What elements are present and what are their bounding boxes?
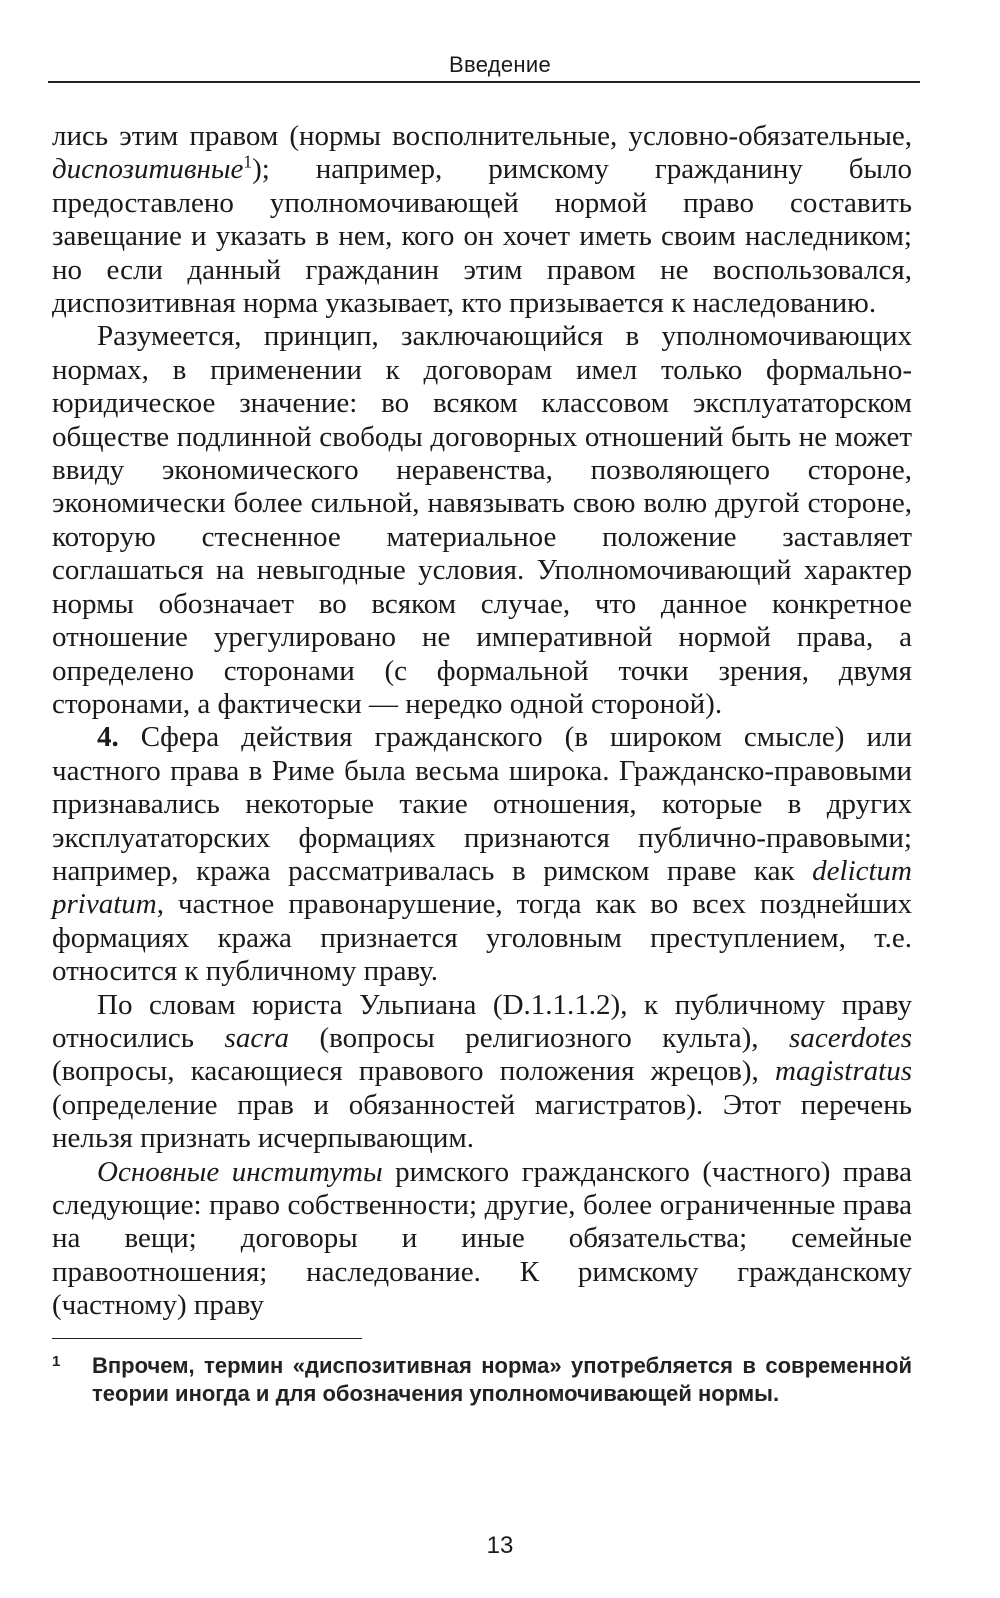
footnote-ref[interactable]: 1	[243, 151, 253, 172]
footnote-number: 1	[52, 1353, 61, 1370]
italic-term: magistratus	[775, 1055, 912, 1088]
italic-term: sacerdotes	[789, 1021, 912, 1054]
italic-term: Основные институты	[97, 1155, 383, 1188]
paragraph-4: По словам юриста Ульпиана (D.1.1.1.2), к публичному праву относились sacra (вопросы религиозного культа), sacerdotes (вопросы, касающиеся правового положения жрецов), magistratus (определение прав и обязанностей магистратов). Этот перечень нельзя признать исчерпывающим.	[52, 988, 912, 1155]
italic-term: delictum privatum	[52, 854, 912, 921]
paragraph-3: 4. Сфера действия гражданского (в широком смысле) или частного права в Риме была весьма широка. Гражданско-правовыми признавались некоторые такие отношения, которые в других эксплуататорских формациях признаются публично-правовыми; например, кража рассматривалась в римском праве как delictum privatum, частное правонарушение, тогда как во всех позднейших формациях кража признается уголовным преступлением, т.е. относится к публичному праву.	[52, 721, 912, 988]
section-number: 4.	[97, 721, 119, 754]
running-header: Введение	[448, 52, 551, 77]
header-rule	[48, 81, 920, 83]
paragraph-5: Основные институты римского гражданского (частного) права следующие: право собственности; другие, более ограниченные права на вещи; договоры и иные обязательства; семейные правоотношения; наследование. К римскому гражданскому (частному) праву	[52, 1155, 912, 1322]
italic-term: диспозитивные	[52, 153, 244, 186]
paragraph-2: Разумеется, принцип, заключающийся в уполномочивающих нормах, в применении к договорам имел только формально-юридическое значение: во всяком классовом эксплуататорском обществе подлинной свободы договорных отношений быть не может ввиду экономического неравенства, позволяющего стороне, экономически более сильной, навязывать свою волю другой стороне, которую стесненное материальное положение заставляет соглашаться на невыгодные условия. Уполномочивающий характер нормы обозначает во всяком случае, что данное конкретное отношение урегулировано не императивной нормой права, а определено сторонами (с формальной точки зрения, двумя сторонами, а фактически — нередко одной стороной).	[52, 320, 912, 720]
footnote	[52, 1352, 912, 1408]
page-number: 13	[486, 1532, 514, 1559]
footnote-rule	[52, 1338, 362, 1339]
main-text	[52, 120, 912, 1323]
italic-term: sacra	[224, 1021, 289, 1054]
paragraph-1: лись этим правом (нормы восполнительные, условно-обязательные, диспозитивные$^1$); например, римскому гражданину было предоставлено уполномочивающей нормой право составить завещание и указать в нем, кого он хочет иметь своим наследником; но если данный гражданин этим правом не воспользовался, диспозитивная норма указывает, кто призывается к наследованию.	[52, 120, 912, 320]
footnote-text: Впрочем, термин «диспозитивная норма» употребляется в современной теории иногда и для обозначения уполномочивающей нормы.	[92, 1353, 912, 1406]
